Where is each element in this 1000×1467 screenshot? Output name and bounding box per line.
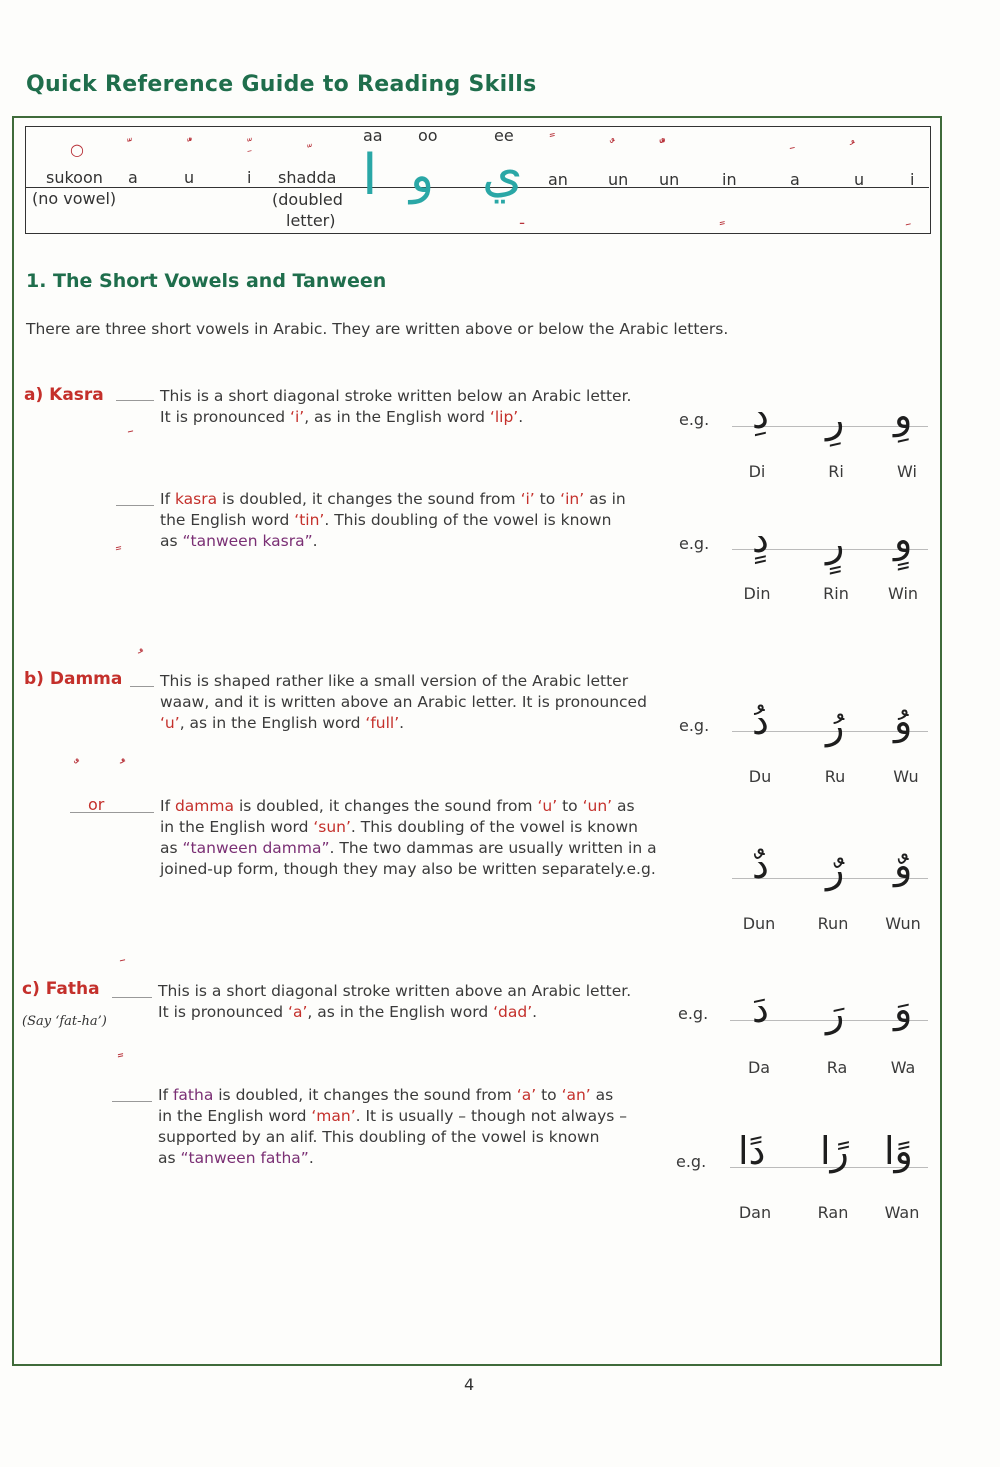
fatha-say-note: (Say ‘fat-ha’)	[22, 1014, 107, 1029]
label-no-vowel: (no vowel)	[32, 189, 117, 208]
label-u: u	[854, 170, 865, 189]
kasra-letter-ra: رِ	[826, 397, 845, 441]
damma-heading: b) Damma	[24, 669, 123, 689]
sukoon-mark: ○	[70, 140, 84, 159]
label-un-joined: un	[608, 170, 629, 189]
fatha-tanween-dash	[112, 1101, 152, 1102]
kasra-dash	[116, 400, 154, 401]
fathatan-letter-dal: دًا	[738, 1129, 766, 1173]
alif-letter: ا	[362, 143, 378, 208]
fatha-roman-ran: Ran	[817, 1203, 849, 1222]
label-aa: aa	[363, 126, 383, 145]
damma-or-dash	[70, 812, 154, 813]
kasra-letter-dal: دِ	[752, 393, 769, 437]
kasra-description: This is a short diagonal stroke written below an Arabic letter. It is pronounced ‘i’, as in the English word ‘lip’.	[160, 387, 632, 426]
kasra-roman-wi: Wi	[897, 462, 917, 481]
label-sukoon: sukoon	[46, 168, 103, 187]
fathatan-letter-waw: وًا	[884, 1129, 913, 1173]
fatha-description: This is a short diagonal stroke written above an Arabic letter. It is pronounced ‘a’, as in the English word ‘dad’.	[158, 982, 632, 1021]
fatha-tanween-description: If fatha is doubled, it changes the sound from ‘a’ to ‘an’ as in the English word ‘man’. It is usually – though not always – supported by an alif. This doubling of the vowel is known as “tanween fatha”.	[158, 1086, 627, 1167]
damma-tanween-description: If damma is doubled, it changes the sound from ‘u’ to ‘un’ as in the English word ‘sun’. This doubling of the vowel is known as “tanween damma”. The two dammas are usually written in a joined-up form, though they may also be written separately.e.g.	[160, 797, 657, 878]
label-u-shadda: u	[184, 168, 195, 187]
fatha-roman-ra: Ra	[826, 1058, 848, 1077]
waaw-letter: و	[410, 146, 435, 204]
label-an: an	[548, 170, 568, 189]
section-intro: There are three short vowels in Arabic. They are written above or below the Arabic letters.	[26, 320, 729, 338]
kasra-roman-ri: Ri	[828, 462, 844, 481]
kasra-roman-win: Win	[887, 584, 919, 603]
label-shadda: shadda	[278, 168, 337, 187]
fatha-dash	[112, 997, 152, 998]
kasra-tanween-eg: e.g.	[679, 534, 710, 553]
fatha-roman-da: Da	[747, 1058, 771, 1077]
dammatan-letter-waw: وٌ	[894, 843, 913, 887]
page-number: 4	[464, 1375, 475, 1394]
fatha-heading: c) Fatha	[22, 979, 100, 999]
dammatan-letter-dal: دٌ	[752, 843, 769, 887]
label-a: a	[790, 170, 800, 189]
fatha-letter-ra: رَ	[826, 991, 845, 1035]
label-i: i	[910, 170, 915, 189]
kasratan-letter-dal: دٍ	[752, 517, 769, 561]
fatha-letter-dal: دَ	[752, 987, 769, 1031]
kasratan-letter-ra: رٍ	[826, 521, 845, 565]
label-doubled: (doubled	[272, 190, 343, 209]
fathatan-letter-ra: رًا	[820, 1129, 849, 1173]
kasra-eg: e.g.	[679, 410, 710, 429]
kasra-roman-di: Di	[748, 462, 766, 481]
page-title: Quick Reference Guide to Reading Skills	[26, 72, 537, 97]
section-title: 1. The Short Vowels and Tanween	[26, 270, 387, 292]
kasra-roman-din: Din	[743, 584, 771, 603]
small-stroke-mark: ـ	[520, 212, 525, 228]
label-ee: ee	[494, 126, 514, 145]
damma-roman-ru: Ru	[824, 767, 846, 786]
yaa-letter: ي	[482, 144, 523, 204]
kasra-roman-rin: Rin	[823, 584, 849, 603]
fatha-roman-dan: Dan	[738, 1203, 772, 1222]
fatha-eg: e.g.	[678, 1004, 709, 1023]
damma-roman-wun: Wun	[885, 914, 921, 933]
page-frame	[12, 116, 942, 1366]
label-in: in	[722, 170, 737, 189]
damma-roman-dun: Dun	[742, 914, 776, 933]
damma-roman-du: Du	[748, 767, 772, 786]
kasratan-letter-waw: وٍ	[894, 517, 913, 561]
fatha-letter-waw: وَ	[894, 987, 913, 1031]
damma-eg: e.g.	[679, 716, 710, 735]
fatha-roman-wan: Wan	[884, 1203, 920, 1222]
kasra-letter-waw: وِ	[894, 393, 913, 437]
damma-or-label: or	[88, 795, 105, 814]
label-oo: oo	[418, 126, 438, 145]
damma-description: This is shaped rather like a small version of the Arabic letter waaw, and it is written above an Arabic letter. It is pronounced ‘u’, as in the English word ‘full’.	[160, 672, 647, 732]
damma-letter-ra: رُ	[826, 703, 845, 747]
damma-letter-waw: وُ	[894, 699, 913, 743]
label-a-shadda: a	[128, 168, 138, 187]
kasra-tanween-description: If kasra is doubled, it changes the sound from ‘i’ to ‘in’ as in the English word ‘tin’. This doubling of the vowel is known as “tanween kasra”.	[160, 490, 626, 550]
dammatan-letter-ra: رٌ	[826, 847, 845, 891]
damma-letter-dal: دُ	[752, 699, 769, 743]
kasra-heading: a) Kasra	[24, 385, 104, 405]
kasra-tanween-dash	[116, 505, 154, 506]
label-un-separate: un	[659, 170, 680, 189]
damma-roman-run: Run	[817, 914, 849, 933]
damma-roman-wu: Wu	[893, 767, 919, 786]
fatha-tanween-eg: e.g.	[676, 1152, 707, 1171]
label-letter: letter)	[286, 211, 336, 230]
fatha-roman-wa: Wa	[890, 1058, 916, 1077]
label-i-shadda: i	[247, 168, 252, 187]
damma-dash	[130, 686, 154, 687]
